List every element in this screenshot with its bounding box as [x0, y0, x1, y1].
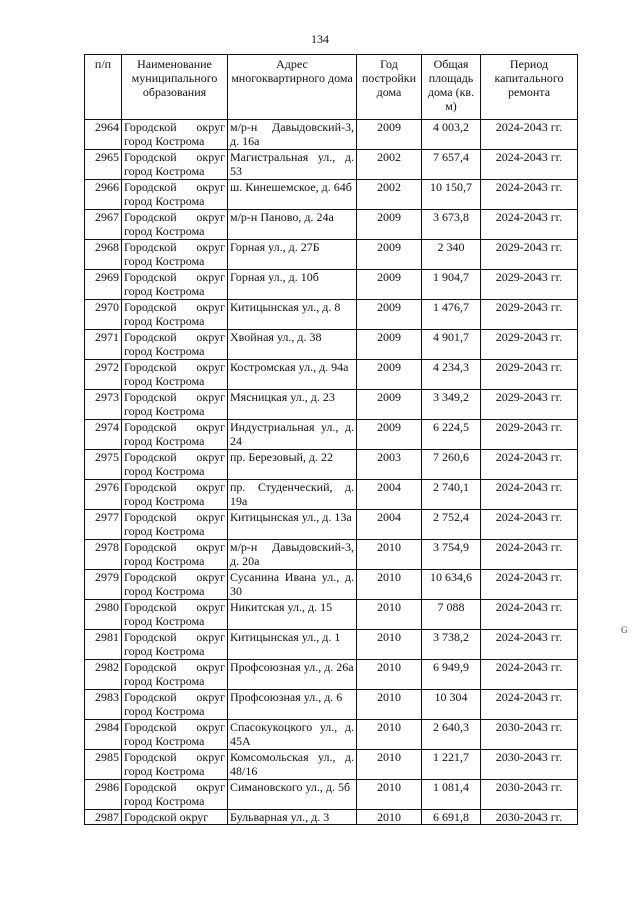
- cell-year: 2010: [357, 690, 422, 720]
- table-row: [85, 750, 578, 780]
- cell-area: 3 754,9: [422, 540, 481, 570]
- cell-year: 2002: [357, 180, 422, 210]
- cell-period: 2024-2043 гг.: [481, 210, 578, 240]
- cell-period: 2024-2043 гг.: [481, 630, 578, 660]
- cell-num: 2971: [85, 330, 122, 360]
- cell-address: Китицынская ул., д. 8: [228, 300, 357, 330]
- cell-period: 2024-2043 гг.: [481, 690, 578, 720]
- table-row: [85, 570, 578, 600]
- cell-num: 2969: [85, 270, 122, 300]
- header-municipality: Наименование муниципального образования: [122, 55, 228, 120]
- cell-municipality: Городской округ город Кострома: [122, 510, 228, 540]
- cell-num: 2984: [85, 720, 122, 750]
- cell-period: 2029-2043 гг.: [481, 240, 578, 270]
- cell-municipality: Городской округ город Кострома: [122, 270, 228, 300]
- cell-address: Китицынская ул., д. 13а: [228, 510, 357, 540]
- cell-area: 6 691,8: [422, 810, 481, 825]
- cell-area: 4 234,3: [422, 360, 481, 390]
- cell-address: Спасокукоцкого ул., д. 45А: [228, 720, 357, 750]
- cell-municipality: Городской округ город Кострома: [122, 660, 228, 690]
- cell-period: 2030-2043 гг.: [481, 750, 578, 780]
- cell-municipality: Городской округ город Кострома: [122, 150, 228, 180]
- cell-num: 2972: [85, 360, 122, 390]
- table-row: [85, 660, 578, 690]
- cell-year: 2004: [357, 480, 422, 510]
- cell-period: 2024-2043 гг.: [481, 480, 578, 510]
- cell-municipality: Городской округ город Кострома: [122, 450, 228, 480]
- cell-area: 7 088: [422, 600, 481, 630]
- table-row: [85, 330, 578, 360]
- cell-municipality: Городской округ город Кострома: [122, 720, 228, 750]
- cell-address: Индустриальная ул., д. 24: [228, 420, 357, 450]
- cell-num: 2985: [85, 750, 122, 780]
- table-row: [85, 240, 578, 270]
- cell-address: Сусанина Ивана ул., д. 30: [228, 570, 357, 600]
- cell-year: 2010: [357, 660, 422, 690]
- table-header-row: [85, 55, 578, 120]
- cell-year: 2010: [357, 750, 422, 780]
- cell-period: 2029-2043 гг.: [481, 330, 578, 360]
- cell-year: 2010: [357, 600, 422, 630]
- cell-municipality: Городской округ город Кострома: [122, 390, 228, 420]
- cell-area: 3 349,2: [422, 390, 481, 420]
- cell-address: Мясницкая ул., д. 23: [228, 390, 357, 420]
- cell-area: 10 304: [422, 690, 481, 720]
- cell-num: 2979: [85, 570, 122, 600]
- cell-num: 2980: [85, 600, 122, 630]
- cell-year: 2010: [357, 540, 422, 570]
- cell-year: 2009: [357, 120, 422, 150]
- cell-year: 2009: [357, 240, 422, 270]
- cell-num: 2987: [85, 810, 122, 825]
- table-row: [85, 180, 578, 210]
- cell-period: 2030-2043 гг.: [481, 780, 578, 810]
- cell-area: 3 673,8: [422, 210, 481, 240]
- cell-municipality: Городской округ город Кострома: [122, 360, 228, 390]
- cell-num: 2968: [85, 240, 122, 270]
- cell-municipality: Городской округ город Кострома: [122, 570, 228, 600]
- cell-num: 2986: [85, 780, 122, 810]
- cell-municipality: Городской округ город Кострома: [122, 600, 228, 630]
- cell-period: 2024-2043 гг.: [481, 540, 578, 570]
- cell-year: 2009: [357, 300, 422, 330]
- cell-year: 2009: [357, 420, 422, 450]
- table-row: [85, 300, 578, 330]
- stray-mark: G: [621, 625, 628, 635]
- table-row: [85, 630, 578, 660]
- table-row: [85, 150, 578, 180]
- cell-num: 2966: [85, 180, 122, 210]
- cell-municipality: Городской округ: [122, 810, 228, 825]
- cell-num: 2982: [85, 660, 122, 690]
- cell-municipality: Городской округ город Кострома: [122, 240, 228, 270]
- cell-municipality: Городской округ город Кострома: [122, 210, 228, 240]
- table-row: [85, 210, 578, 240]
- cell-municipality: Городской округ город Кострома: [122, 420, 228, 450]
- cell-area: 6 949,9: [422, 660, 481, 690]
- cell-year: 2009: [357, 270, 422, 300]
- table-row: [85, 270, 578, 300]
- cell-address: Горная ул., д. 27Б: [228, 240, 357, 270]
- cell-year: 2009: [357, 360, 422, 390]
- table-row: [85, 450, 578, 480]
- cell-address: пр. Студенческий, д. 19а: [228, 480, 357, 510]
- cell-area: 1 476,7: [422, 300, 481, 330]
- cell-municipality: Городской округ город Кострома: [122, 180, 228, 210]
- housing-registry-table: [84, 54, 578, 825]
- cell-address: м/р-н Давыдовский-3, д. 16а: [228, 120, 357, 150]
- cell-area: 2 752,4: [422, 510, 481, 540]
- cell-address: Костромская ул., д. 94а: [228, 360, 357, 390]
- cell-period: 2024-2043 гг.: [481, 150, 578, 180]
- cell-area: 7 260,6: [422, 450, 481, 480]
- cell-area: 1 904,7: [422, 270, 481, 300]
- header-period: Период капитального ремонта: [481, 55, 578, 120]
- cell-address: пр. Березовый, д. 22: [228, 450, 357, 480]
- cell-area: 2 340: [422, 240, 481, 270]
- cell-area: 2 640,3: [422, 720, 481, 750]
- header-address: Адрес многоквартирного дома: [228, 55, 357, 120]
- cell-address: Никитская ул., д. 15: [228, 600, 357, 630]
- cell-num: 2981: [85, 630, 122, 660]
- cell-num: 2974: [85, 420, 122, 450]
- cell-period: 2029-2043 гг.: [481, 360, 578, 390]
- cell-num: 2973: [85, 390, 122, 420]
- cell-num: 2978: [85, 540, 122, 570]
- cell-municipality: Городской округ город Кострома: [122, 300, 228, 330]
- cell-municipality: Городской округ город Кострома: [122, 750, 228, 780]
- cell-period: 2024-2043 гг.: [481, 180, 578, 210]
- cell-area: 2 740,1: [422, 480, 481, 510]
- cell-year: 2010: [357, 630, 422, 660]
- cell-address: м/р-н Паново, д. 24а: [228, 210, 357, 240]
- cell-year: 2002: [357, 150, 422, 180]
- cell-year: 2010: [357, 780, 422, 810]
- cell-year: 2004: [357, 510, 422, 540]
- cell-year: 2010: [357, 570, 422, 600]
- table-body: [85, 120, 578, 825]
- cell-period: 2029-2043 гг.: [481, 270, 578, 300]
- cell-address: Симановского ул., д. 5б: [228, 780, 357, 810]
- cell-area: 7 657,4: [422, 150, 481, 180]
- cell-municipality: Городской округ город Кострома: [122, 690, 228, 720]
- table-row: [85, 360, 578, 390]
- cell-num: 2983: [85, 690, 122, 720]
- table-row: [85, 420, 578, 450]
- cell-address: Горная ул., д. 10б: [228, 270, 357, 300]
- cell-municipality: Городской округ город Кострома: [122, 480, 228, 510]
- cell-num: 2967: [85, 210, 122, 240]
- cell-num: 2964: [85, 120, 122, 150]
- cell-year: 2009: [357, 390, 422, 420]
- cell-num: 2970: [85, 300, 122, 330]
- table-row: [85, 690, 578, 720]
- cell-address: Бульварная ул., д. 3: [228, 810, 357, 825]
- cell-area: 1 221,7: [422, 750, 481, 780]
- cell-municipality: Городской округ город Кострома: [122, 330, 228, 360]
- cell-area: 10 634,6: [422, 570, 481, 600]
- cell-address: Комсомольская ул., д. 48/16: [228, 750, 357, 780]
- cell-year: 2003: [357, 450, 422, 480]
- cell-period: 2024-2043 гг.: [481, 120, 578, 150]
- cell-area: 3 738,2: [422, 630, 481, 660]
- table-row: [85, 780, 578, 810]
- cell-municipality: Городской округ город Кострома: [122, 120, 228, 150]
- cell-period: 2029-2043 гг.: [481, 420, 578, 450]
- cell-address: Профсоюзная ул., д. 26а: [228, 660, 357, 690]
- table-row: [85, 480, 578, 510]
- cell-area: 4 901,7: [422, 330, 481, 360]
- page-number: 134: [311, 32, 329, 46]
- cell-address: Хвойная ул., д. 38: [228, 330, 357, 360]
- cell-num: 2965: [85, 150, 122, 180]
- cell-year: 2009: [357, 330, 422, 360]
- header-year: Год постройки дома: [357, 55, 422, 120]
- cell-municipality: Городской округ город Кострома: [122, 540, 228, 570]
- table-row: [85, 600, 578, 630]
- header-num: п/п: [85, 55, 122, 120]
- cell-area: 10 150,7: [422, 180, 481, 210]
- cell-period: 2029-2043 гг.: [481, 390, 578, 420]
- header-area: Общая площадь дома (кв. м): [422, 55, 481, 120]
- cell-period: 2024-2043 гг.: [481, 660, 578, 690]
- cell-area: 1 081,4: [422, 780, 481, 810]
- cell-num: 2977: [85, 510, 122, 540]
- cell-address: Магистральная ул., д. 53: [228, 150, 357, 180]
- cell-num: 2975: [85, 450, 122, 480]
- cell-address: Китицынская ул., д. 1: [228, 630, 357, 660]
- cell-period: 2030-2043 гг.: [481, 720, 578, 750]
- cell-area: 4 003,2: [422, 120, 481, 150]
- table-row: [85, 810, 578, 825]
- cell-period: 2024-2043 гг.: [481, 570, 578, 600]
- cell-period: 2030-2043 гг.: [481, 810, 578, 825]
- cell-year: 2010: [357, 810, 422, 825]
- cell-period: 2029-2043 гг.: [481, 300, 578, 330]
- cell-municipality: Городской округ город Кострома: [122, 780, 228, 810]
- table-row: [85, 390, 578, 420]
- cell-period: 2024-2043 гг.: [481, 450, 578, 480]
- cell-period: 2024-2043 гг.: [481, 510, 578, 540]
- cell-area: 6 224,5: [422, 420, 481, 450]
- cell-address: м/р-н Давыдовский-3, д. 20а: [228, 540, 357, 570]
- cell-year: 2010: [357, 720, 422, 750]
- table-row: [85, 720, 578, 750]
- cell-year: 2009: [357, 210, 422, 240]
- cell-period: 2024-2043 гг.: [481, 600, 578, 630]
- cell-address: ш. Кинешемское, д. 64б: [228, 180, 357, 210]
- cell-municipality: Городской округ город Кострома: [122, 630, 228, 660]
- cell-address: Профсоюзная ул., д. 6: [228, 690, 357, 720]
- cell-num: 2976: [85, 480, 122, 510]
- table-row: [85, 510, 578, 540]
- table-row: [85, 540, 578, 570]
- table-row: [85, 120, 578, 150]
